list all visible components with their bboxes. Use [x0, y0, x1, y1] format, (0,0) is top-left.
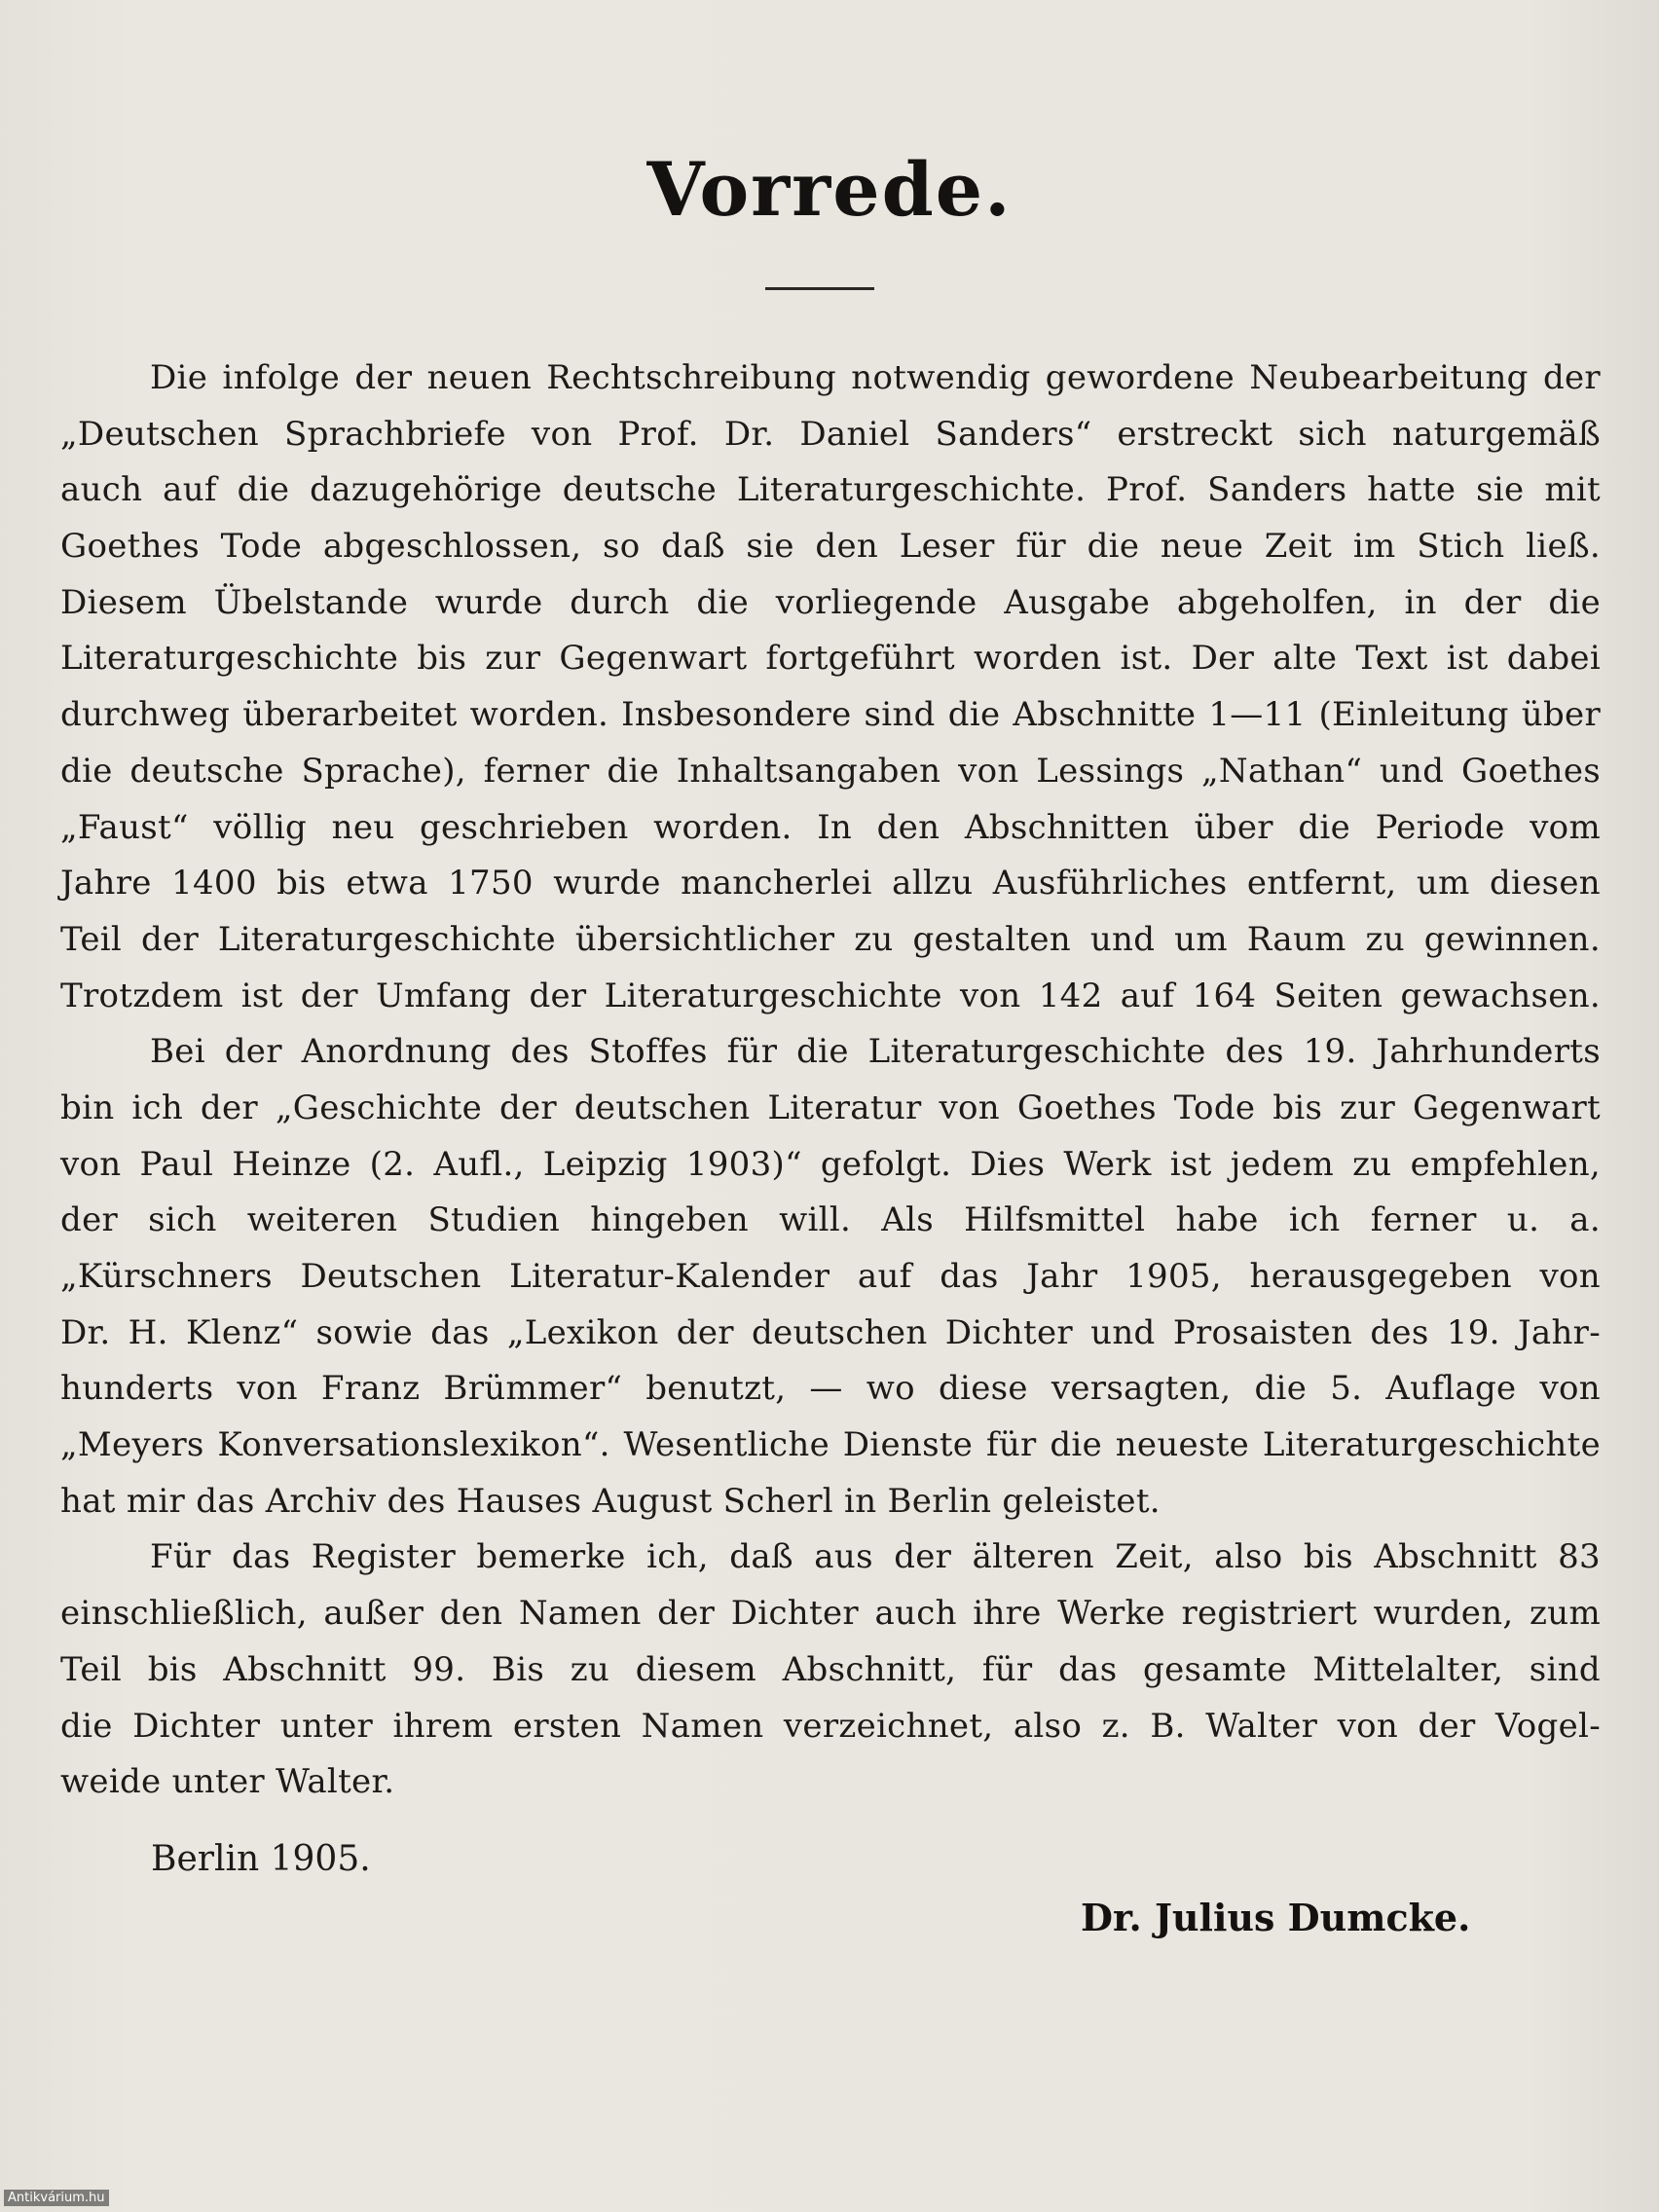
place-date: Berlin 1905. — [151, 1839, 371, 1879]
text-line: Bei der Anordnung des Stoffes für die Literaturgeschichte des 19. Jahrhunderts — [150, 1032, 1601, 1072]
text-line: durchweg überarbeitet worden. Insbesondere sind die Abschnitte 1—11 (Einleitung über — [60, 695, 1601, 735]
author-signature: Dr. Julius Dumcke. — [1081, 1896, 1471, 1939]
text-line: Teil der Literaturgeschichte übersichtlicher zu gestalten und um Raum zu gewinnen. — [60, 919, 1601, 959]
text-line: Teil bis Abschnitt 99. Bis zu diesem Abschnitt, für das gesamte Mittelalter, sind — [60, 1649, 1601, 1689]
text-line: hat mir das Archiv des Hauses August Scherl in Berlin geleistet. — [60, 1481, 1161, 1521]
text-line: Für das Register bemerke ich, daß aus der älteren Zeit, also bis Abschnitt 83 — [150, 1537, 1601, 1577]
text-line: „Deutschen Sprachbriefe von Prof. Dr. Daniel Sanders“ erstreckt sich naturgemäß — [60, 414, 1601, 454]
text-line: Literaturgeschichte bis zur Gegenwart fortgeführt worden ist. Der alte Text ist dabei — [60, 639, 1601, 679]
text-line: Trotzdem ist der Umfang der Literaturgeschichte von 142 auf 164 Seiten gewachsen. — [60, 976, 1601, 1015]
text-line: auch auf die dazugehörige deutsche Literaturgeschichte. Prof. Sanders hatte sie mit — [60, 470, 1601, 510]
text-line: „Kürschners Deutschen Literatur-Kalender auf das Jahr 1905, herausgegeben von — [60, 1257, 1601, 1296]
text-line: Jahre 1400 bis etwa 1750 wurde mancherlei allzu Ausführliches entfernt, um diesen — [60, 864, 1601, 903]
text-line: die Dichter unter ihrem ersten Namen verzeichnet, also z. B. Walter von der Vogel- — [60, 1706, 1601, 1746]
page-title: Vorrede. — [646, 146, 1013, 233]
text-line: Goethes Tode abgeschlossen, so daß sie den Leser für die neue Zeit im Stich ließ. — [60, 527, 1601, 567]
preface-body — [60, 350, 1601, 1811]
text-line: die deutsche Sprache), ferner die Inhaltsangaben von Lessings „Nathan“ und Goethes — [60, 751, 1601, 791]
text-line: „Meyers Konversationslexikon“. Wesentliche Dienste für die neueste Literaturgeschichte — [60, 1425, 1601, 1465]
text-line: hunderts von Franz Brümmer“ benutzt, — wo diese versagten, die 5. Auflage von — [60, 1369, 1601, 1409]
watermark: Antikvárium.hu — [4, 2190, 109, 2206]
text-line: „Faust“ völlig neu geschrieben worden. In den Abschnitten über die Periode vom — [60, 807, 1601, 847]
text-line: von Paul Heinze (2. Aufl., Leipzig 1903)“ gefolgt. Dies Werk ist jedem zu empfehlen, — [60, 1144, 1601, 1184]
text-line: einschließlich, außer den Namen der Dichter auch ihre Werke registriert wurden, zum — [60, 1594, 1601, 1634]
text-line: weide unter Walter. — [60, 1762, 395, 1802]
text-line: Die infolge der neuen Rechtschreibung notwendig gewordene Neubearbeitung der — [150, 358, 1601, 397]
title-divider — [765, 287, 874, 290]
text-line: bin ich der „Geschichte der deutschen Literatur von Goethes Tode bis zur Gegenwart — [60, 1088, 1601, 1127]
text-line: der sich weiteren Studien hingeben will. Als Hilfsmittel habe ich ferner u. a. — [60, 1200, 1601, 1240]
text-line: Dr. H. Klenz“ sowie das „Lexikon der deutschen Dichter und Prosaisten des 19. Jahr- — [60, 1312, 1601, 1352]
text-line: Diesem Übelstande wurde durch die vorliegende Ausgabe abgeholfen, in der die — [60, 582, 1601, 622]
